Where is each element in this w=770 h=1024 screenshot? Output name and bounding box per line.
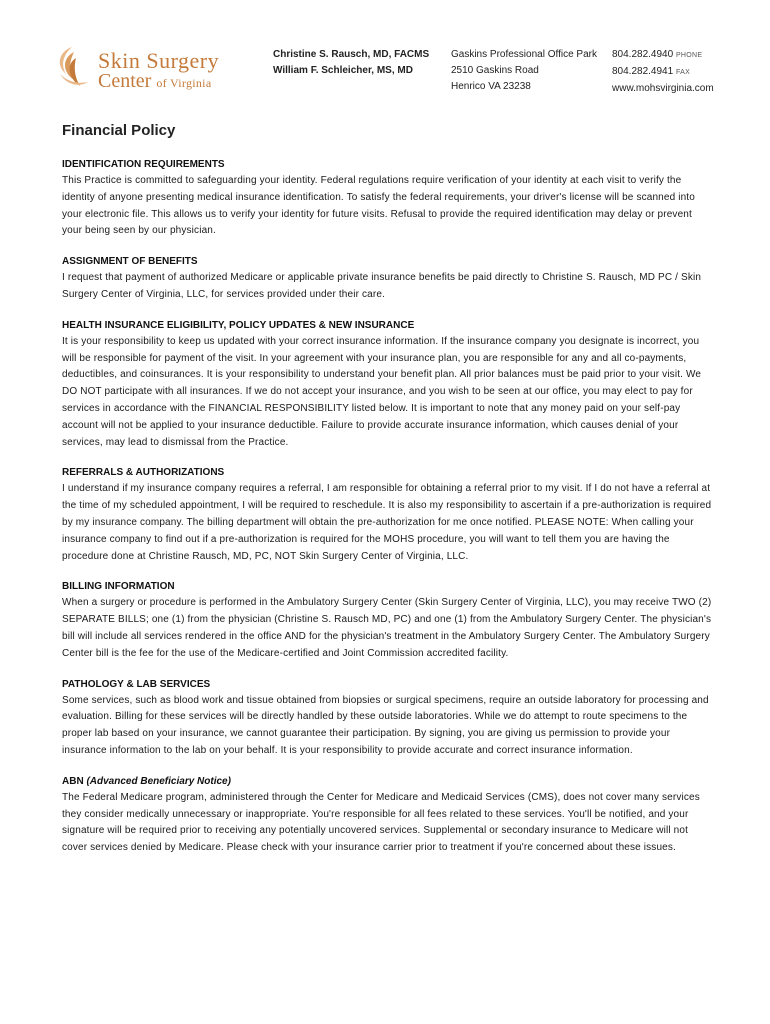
section-assignment-of-benefits (62, 254, 712, 304)
section-body: I understand if my insurance company requires a referral, I am responsible for obtaining a referral prior to my visit. If I do not have a referral at the time of my scheduled appointment, I will be required to reschedule. It is also my responsibility to ascertain if a pre-authorization is required by my insurance company. The billing department will obtain the pre-authorization for me once notified. PLEASE NOTE: When calling your insurance company to find out if a pre-authorization is required for the MOHS procedure, you will want to tell them you are having the procedure done at Christine Rausch, MD, PC, NOT Skin Surgery Center of Virginia, LLC. (62, 483, 712, 562)
physician-names (273, 47, 429, 79)
section-body: I request that payment of authorized Medicare or applicable private insurance benefits be paid directly to Christine S. Rausch, MD PC / Skin Surgery Center of Virginia, LLC, for services provided under their care. (62, 272, 702, 300)
section-body: The Federal Medicare program, administered through the Center for Medicare and Medicaid Services (CMS), does not cover many services they consider medically unnecessary or inappropriate. You're responsible for all fees related to these services. You'll be notified, and your signature will be required prior to receiving any potentially uncovered services. Supplemental or secondary insurance to Medicare will not cover services denied by Medicare. Please check with your insurance carrier prior to treatment if you're concerned about these issues. (62, 791, 700, 854)
physician-name: William F. Schleicher, MS, MD (273, 65, 413, 76)
section-heading: PATHOLOGY & LAB SERVICES (62, 678, 211, 690)
phone-line (612, 47, 714, 64)
section-heading (62, 774, 712, 790)
section-billing-information (62, 579, 712, 662)
swirl-logo-icon (52, 44, 92, 90)
address-line: Henrico VA 23238 (451, 81, 531, 92)
section-heading: REFERRALS & AUTHORIZATIONS (62, 467, 225, 479)
section-heading: IDENTIFICATION REQUIREMENTS (62, 159, 225, 170)
fax-line (612, 64, 714, 81)
phone-number: 804.282.4940 (612, 49, 674, 60)
abn-heading-italic: (Advanced Beneficiary Notice) (86, 775, 231, 787)
section-heading: HEALTH INSURANCE ELIGIBILITY, POLICY UPDATES & NEW INSURANCE (62, 319, 415, 331)
fax-label: FAX (675, 69, 691, 76)
phone-label: PHONE (675, 52, 703, 59)
website-link[interactable]: www.mohsvirginia.com (612, 83, 714, 94)
address-line: 2510 Gaskins Road (451, 65, 539, 76)
section-body: It is your responsibility to keep us updated with your correct insurance information. If the insurance company you designate is incorrect, you will be responsible for payment of the visit. In your agreement with your insurance plan, you are responsible for any and all co-payments, deductibles, and coinsurances. It is your responsibility to understand your benefit plan. All prior balances must be paid prior to your visit. We DO NOT participate with all insurances. If we do not accept your insurance, and you wish to be seen at our office, you may elect to pay for services in accordance with the FINANCIAL RESPONSIBILITY listed below. It is important to note that any money paid on your self-pay account will not be applied to your insurance deductible. Failure to provide accurate insurance information, which causes denial of your services, may lead to dismissal from the Practice. (62, 335, 702, 448)
physician-name: Christine S. Rausch, MD, FACMS (273, 49, 430, 60)
logo-text-line1: Skin Surgery (98, 48, 220, 73)
document-body (62, 122, 712, 871)
section-pathology-lab (62, 677, 712, 760)
document-title: Financial Policy (62, 122, 176, 139)
fax-number: 804.282.4941 (612, 66, 674, 77)
section-body: When a surgery or procedure is performed in the Ambulatory Surgery Center (Skin Surgery Center of Virginia, LLC), you may receive TWO (2) SEPARATE BILLS; one (1) from the physician (Christine S. Rausch MD, PC) and one (1) from the Ambulatory Surgery Center. The physician's bill will include all services rendered in the office AND for the physician's treatment in the Ambulatory Surgery Center. The Ambulatory Surgery Center bill is the fee for the use of the Medicare-certified and Joint Commission accredited facility. (62, 597, 712, 659)
office-address (451, 47, 597, 95)
letterhead (0, 0, 770, 110)
section-identification (62, 157, 712, 240)
section-body: This Practice is committed to safeguarding your identity. Federal regulations require verification of your identity at each visit to verify the identity of anyone presenting medical insurance identification. To satisfy the federal requirements, your driver's license will be scanned into your electronic file. This allows us to verify your identity for future visits. Refusal to provide the required identification may delay or prevent your being seen by our physician. (62, 175, 695, 237)
logo-text-line2: Center of Virginia (98, 70, 212, 92)
section-abn (62, 774, 712, 857)
abn-heading: ABN (62, 775, 84, 787)
section-heading: ASSIGNMENT OF BENEFITS (62, 256, 198, 268)
section-heading: BILLING INFORMATION (62, 581, 175, 593)
practice-logo (52, 44, 252, 94)
contact-info (612, 47, 714, 97)
section-body: Some services, such as blood work and tissue obtained from biopsies or surgical specimens, require an outside laboratory for processing and evaluation. Billing for these services will be directly handled by these outside laboratories. While we do attempt to route specimens to the proper lab based on your insurance, we cannot guarantee their participation. By signing, you are giving us permission to provide your insurance information to the lab on your behalf. It is your responsibility to provide accurate and correct insurance information. (62, 694, 709, 756)
section-insurance-eligibility (62, 318, 712, 452)
address-line: Gaskins Professional Office Park (451, 49, 597, 60)
section-referrals (62, 465, 712, 565)
